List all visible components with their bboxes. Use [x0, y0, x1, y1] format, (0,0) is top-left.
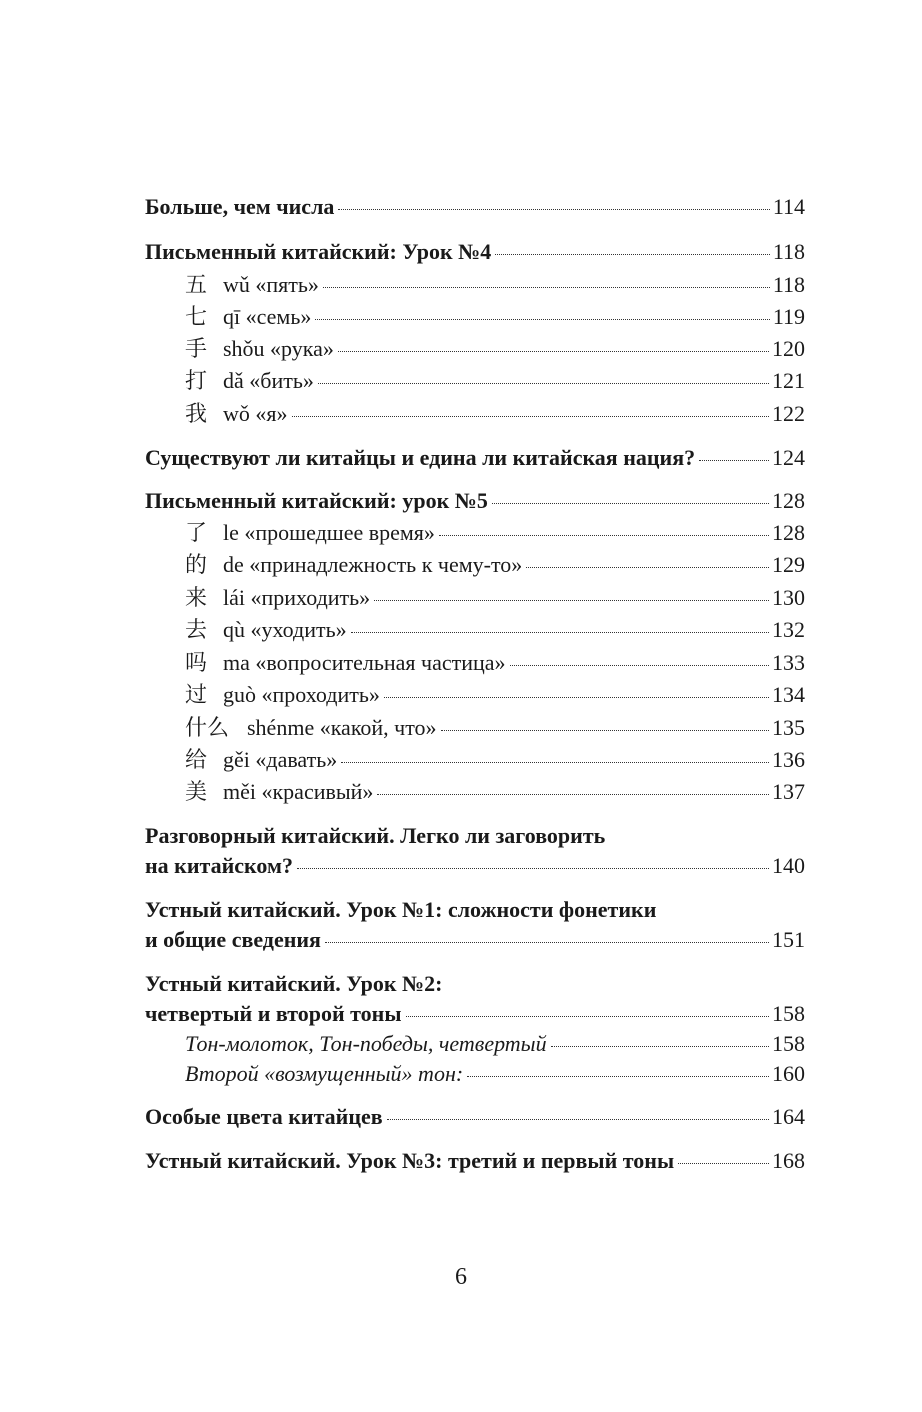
toc-entry[interactable] — [145, 925, 805, 955]
page-number: 136 — [772, 747, 805, 772]
entry-title: Письменный китайский: урок №5 — [145, 488, 488, 513]
entry-title: qù «уходить» — [223, 617, 347, 642]
hanzi-glyph: 来 — [185, 585, 208, 610]
page-number: 114 — [772, 194, 805, 219]
toc-entry[interactable] — [145, 969, 805, 999]
entry-title: Больше, чем числа — [145, 194, 335, 219]
entry-title: Особые цвета китайцев — [145, 1104, 383, 1129]
toc-subentry[interactable] — [145, 745, 805, 775]
page-number: 137 — [772, 779, 805, 804]
entry-title: на китайском? — [145, 853, 293, 878]
toc-subentry[interactable] — [145, 550, 805, 580]
entry-title: Разговорный китайский. Легко ли заговорить — [145, 823, 606, 848]
toc-subentry[interactable] — [145, 399, 805, 429]
hanzi-glyph: 了 — [185, 520, 208, 545]
hanzi-glyph: 去 — [185, 617, 208, 642]
entry-title: wǒ «я» — [223, 401, 288, 426]
entry-title: wǔ «пять» — [223, 272, 319, 297]
entry-title: Устный китайский. Урок №3: третий и первый тоны — [145, 1148, 675, 1173]
toc-entry[interactable] — [145, 1102, 805, 1132]
page-number: 158 — [772, 1001, 805, 1026]
hanzi-glyph: 吗 — [185, 650, 208, 675]
dot-leader — [374, 600, 769, 601]
dot-leader — [467, 1076, 769, 1077]
hanzi-glyph: 手 — [185, 336, 208, 361]
dot-leader — [341, 762, 769, 763]
toc-subentry[interactable] — [145, 302, 805, 332]
page-number: 140 — [772, 853, 805, 878]
dot-leader — [315, 319, 769, 320]
page-number: 164 — [772, 1104, 805, 1129]
dot-leader — [526, 567, 769, 568]
dot-leader — [351, 632, 769, 633]
page-number: 120 — [772, 336, 805, 361]
hanzi-glyph: 美 — [185, 779, 208, 804]
entry-title: ma «вопросительная частица» — [223, 650, 506, 675]
page-folio-number: 6 — [455, 1264, 467, 1290]
toc-entry[interactable] — [145, 895, 805, 925]
page-number: 118 — [772, 272, 805, 297]
page-number: 158 — [772, 1031, 805, 1056]
entry-title: gěi «давать» — [223, 747, 338, 772]
page-number: 128 — [772, 520, 805, 545]
dot-leader — [492, 503, 769, 504]
toc-entry[interactable] — [145, 999, 805, 1029]
dot-leader — [325, 942, 769, 943]
toc-subentry[interactable] — [145, 583, 805, 613]
page-number: 134 — [772, 682, 805, 707]
toc-subentry[interactable] — [145, 366, 805, 396]
dot-leader — [439, 535, 769, 536]
dot-leader — [699, 460, 769, 461]
page-number: 135 — [772, 715, 805, 740]
hanzi-glyph: 七 — [185, 304, 208, 329]
toc-entry[interactable] — [145, 443, 805, 473]
dot-leader — [338, 209, 769, 210]
dot-leader — [338, 351, 769, 352]
toc-subentry[interactable] — [145, 680, 805, 710]
dot-leader — [323, 287, 770, 288]
toc-entry[interactable] — [145, 851, 805, 881]
page-number: 121 — [772, 368, 805, 393]
dot-leader — [387, 1119, 769, 1120]
entry-title: Тон-молоток, Тон-победы, четвертый — [185, 1031, 547, 1056]
entry-title: de «принадлежность к чему-то» — [223, 552, 523, 577]
hanzi-glyph: 什么 — [185, 715, 230, 740]
dot-leader — [678, 1163, 769, 1164]
entry-title: и общие сведения — [145, 927, 321, 952]
hanzi-glyph: 五 — [185, 272, 208, 297]
dot-leader — [510, 665, 769, 666]
hanzi-glyph: 给 — [185, 747, 208, 772]
page-number: 124 — [772, 445, 805, 470]
hanzi-glyph: 过 — [185, 682, 208, 707]
toc-subentry[interactable] — [145, 518, 805, 548]
page-number: 133 — [772, 650, 805, 675]
page-number: 132 — [772, 617, 805, 642]
toc-subentry[interactable] — [145, 713, 805, 743]
toc-subentry[interactable] — [145, 648, 805, 678]
entry-title: měi «красивый» — [223, 779, 374, 804]
dot-leader — [297, 868, 769, 869]
toc-entry[interactable] — [145, 1146, 805, 1176]
entry-title: Письменный китайский: Урок №4 — [145, 239, 492, 264]
page-number: 128 — [772, 488, 805, 513]
entry-title: Существуют ли китайцы и едина ли китайская нация? — [145, 445, 696, 470]
dot-leader — [384, 697, 769, 698]
hanzi-glyph: 打 — [185, 368, 208, 393]
page-number: 168 — [772, 1148, 805, 1173]
dot-leader — [292, 416, 769, 417]
dot-leader — [318, 383, 769, 384]
toc-entry[interactable] — [145, 237, 805, 267]
page-number: 160 — [772, 1061, 805, 1086]
entry-title: shénme «какой, что» — [247, 715, 437, 740]
toc-subentry[interactable] — [145, 334, 805, 364]
hanzi-glyph: 我 — [185, 401, 208, 426]
page-number: 130 — [772, 585, 805, 610]
entry-title: le «прошедшее время» — [223, 520, 435, 545]
toc-subentry[interactable] — [145, 777, 805, 807]
dot-leader — [495, 254, 770, 255]
entry-title: dǎ «бить» — [223, 368, 314, 393]
entry-title: Второй «возмущенный» тон: — [185, 1061, 464, 1086]
dot-leader — [441, 730, 769, 731]
dot-leader — [377, 794, 769, 795]
toc-subentry[interactable] — [145, 270, 805, 300]
page-number: 129 — [772, 552, 805, 577]
toc-subentry[interactable] — [145, 1029, 805, 1059]
toc-entry[interactable] — [145, 192, 805, 222]
toc-subentry[interactable] — [145, 1059, 805, 1089]
entry-title: четвертый и второй тоны — [145, 1001, 402, 1026]
entry-title: Устный китайский. Урок №2: — [145, 971, 443, 996]
page-number: 151 — [772, 927, 805, 952]
entry-title: lái «приходить» — [223, 585, 371, 610]
toc-entry[interactable] — [145, 821, 805, 851]
entry-title: shǒu «рука» — [223, 336, 334, 361]
entry-title: Устный китайский. Урок №1: сложности фонетики — [145, 897, 657, 922]
page-number: 119 — [772, 304, 805, 329]
toc-subentry[interactable] — [145, 615, 805, 645]
dot-leader — [551, 1046, 769, 1047]
entry-title: qī «семь» — [223, 304, 312, 329]
page-number: 118 — [772, 239, 805, 264]
page-number: 122 — [772, 401, 805, 426]
toc-entry[interactable] — [145, 486, 805, 516]
entry-title: guò «проходить» — [223, 682, 380, 707]
hanzi-glyph: 的 — [185, 552, 208, 577]
dot-leader — [406, 1016, 769, 1017]
